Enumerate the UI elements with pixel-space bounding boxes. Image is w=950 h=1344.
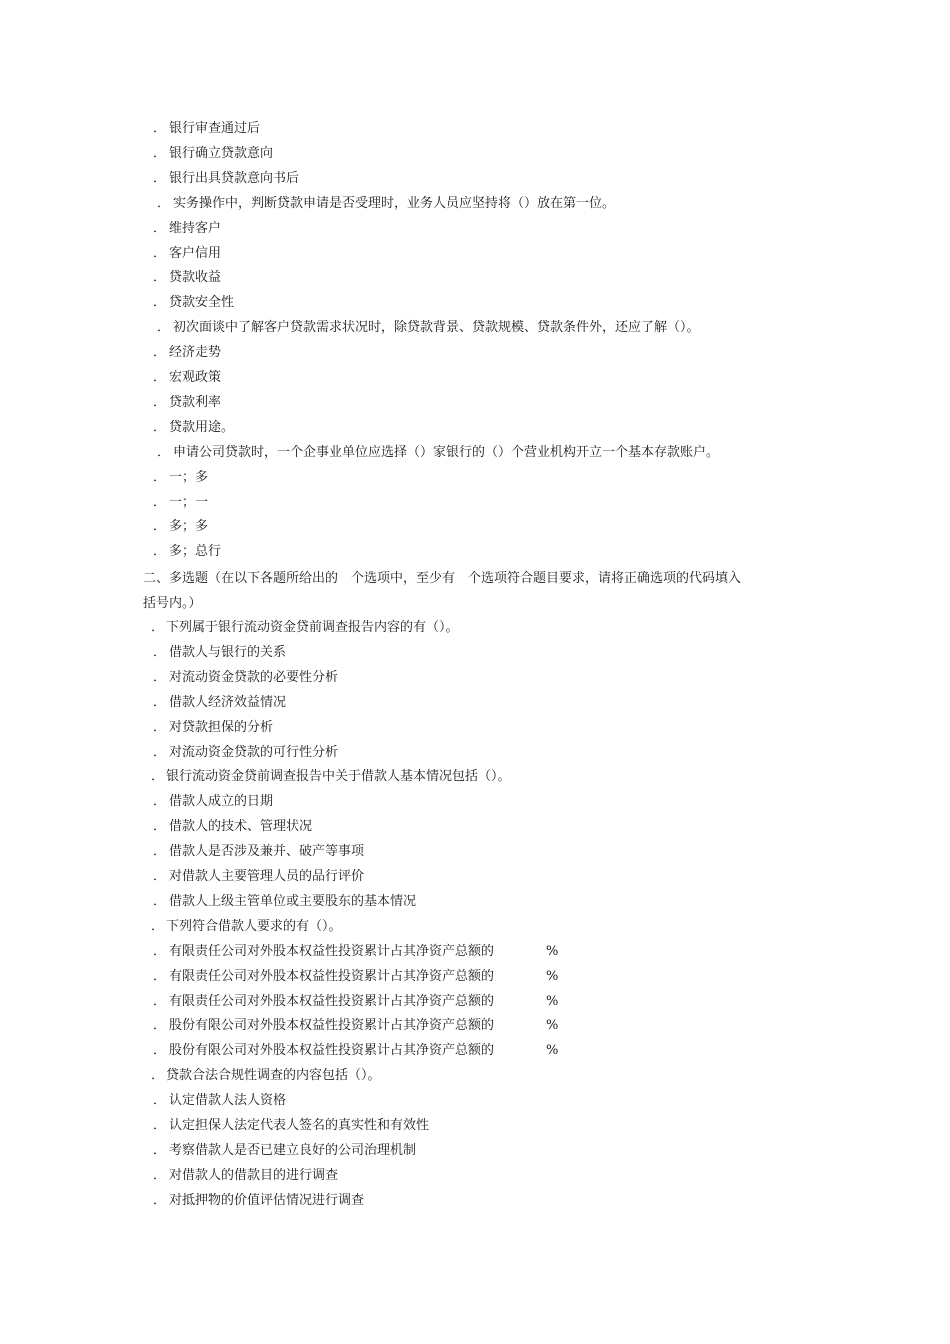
- bullet: ．: [153, 1018, 167, 1034]
- bullet: ．: [153, 544, 167, 560]
- bullet: ．: [157, 444, 171, 460]
- bullet: ．: [153, 669, 167, 685]
- section-heading: 二、多选题（在以下各题所给出的 个选项中，至少有 个选项符合题目要求，请将正确选项的代码填入: [143, 571, 742, 586]
- option-text: 经济走势: [169, 345, 222, 361]
- question-text: 银行流动资金贷前调查报告中关于借款人基本情况包括（）。: [166, 769, 511, 785]
- question-text: 实务操作中，判断贷款申请是否受理时，业务人员应坚持将（）放在第一位。: [173, 195, 616, 211]
- option-text: 宏观政策: [169, 370, 222, 385]
- option-text: 借款人成立的日期: [169, 794, 274, 810]
- bullet: ．: [153, 893, 167, 909]
- option-text: 有限责任公司对外股本权益性投资累计占其净资产总额的: [169, 943, 495, 959]
- option-text: 贷款用途。: [169, 419, 235, 435]
- bullet: ．: [153, 295, 167, 311]
- bullet: ．: [153, 1118, 167, 1133]
- percent-sign: %: [546, 993, 559, 1009]
- option-text: 对贷款担保的分析: [169, 719, 274, 735]
- option-text: 贷款利率: [169, 394, 222, 410]
- bullet: ．: [153, 943, 167, 959]
- bullet: ．: [153, 270, 167, 286]
- bullet: ．: [153, 819, 167, 835]
- bullet: ．: [157, 320, 171, 336]
- bullet: ．: [153, 1192, 167, 1208]
- option-text: 一；多: [169, 469, 209, 485]
- bullet: ．: [153, 644, 167, 660]
- bullet: ．: [153, 394, 167, 410]
- option-text: 对借款人的借款目的进行调查: [169, 1167, 339, 1183]
- bullet: ．: [151, 918, 165, 934]
- percent-sign: %: [546, 1043, 559, 1059]
- bullet: ．: [153, 469, 167, 485]
- bullet: ．: [153, 345, 167, 361]
- option-text: 考察借款人是否已建立良好的公司治理机制: [169, 1142, 417, 1158]
- option-text: 股份有限公司对外股本权益性投资累计占其净资产总额的: [169, 1018, 495, 1034]
- bullet: ．: [153, 145, 167, 161]
- bullet: ．: [153, 370, 167, 385]
- option-text: 借款人的技术、管理状况: [169, 819, 313, 835]
- question-text: 申请公司贷款时，一个企事业单位应选择（）家银行的（）个营业机构开立一个基本存款账户。: [173, 444, 720, 460]
- bullet: ．: [153, 869, 167, 884]
- bullet: ．: [153, 844, 167, 860]
- percent-sign: %: [546, 968, 559, 984]
- section-heading-continued: 括号内。）: [143, 596, 202, 611]
- question-text: 下列符合借款人要求的有（）。: [166, 918, 342, 934]
- bullet: ．: [153, 694, 167, 710]
- bullet: ．: [153, 170, 167, 186]
- option-text: 对抵押物的价值评估情况进行调查: [169, 1192, 365, 1208]
- bullet: ．: [153, 1167, 167, 1183]
- option-text: 股份有限公司对外股本权益性投资累计占其净资产总额的: [169, 1043, 495, 1059]
- percent-sign: %: [546, 1018, 559, 1034]
- bullet: ．: [153, 494, 167, 510]
- option-text: 对流动资金贷款的必要性分析: [169, 669, 339, 685]
- option-text: 对流动资金贷款的可行性分析: [169, 744, 339, 760]
- bullet: ．: [153, 419, 167, 435]
- option-text: 借款人经济效益情况: [169, 694, 287, 710]
- percent-sign: %: [546, 943, 559, 959]
- option-text: 认定借款人法人资格: [169, 1093, 287, 1109]
- bullet: ．: [153, 121, 167, 136]
- bullet: ．: [151, 1068, 165, 1084]
- option-text: 多；多: [169, 519, 209, 535]
- question-text: 贷款合法合规性调查的内容包括（）。: [166, 1068, 381, 1084]
- bullet: ．: [153, 245, 167, 261]
- bullet: ．: [153, 993, 167, 1009]
- option-text: 有限责任公司对外股本权益性投资累计占其净资产总额的: [169, 993, 495, 1009]
- option-text: 多；总行: [169, 544, 222, 560]
- bullet: ．: [153, 519, 167, 535]
- bullet: ．: [153, 1142, 167, 1158]
- option-text: 贷款收益: [169, 270, 222, 286]
- option-text: 有限责任公司对外股本权益性投资累计占其净资产总额的: [169, 968, 495, 984]
- bullet: ．: [153, 968, 167, 984]
- option-text: 客户信用: [169, 245, 222, 261]
- bullet: ．: [157, 195, 171, 211]
- bullet: ．: [153, 719, 167, 735]
- option-text: 银行出具贷款意向书后: [169, 170, 300, 186]
- question-text: 初次面谈中了解客户贷款需求状况时，除贷款背景、贷款规模、贷款条件外，还应了解（）。: [173, 320, 700, 336]
- option-text: 贷款安全性: [169, 295, 235, 311]
- bullet: ．: [151, 769, 165, 785]
- option-text: 借款人与银行的关系: [169, 644, 287, 660]
- option-text: 认定担保人法定代表人签名的真实性和有效性: [169, 1118, 430, 1133]
- bullet: ．: [153, 744, 167, 760]
- bullet: ．: [153, 220, 167, 236]
- bullet: ．: [153, 1093, 167, 1109]
- option-text: 对借款人主要管理人员的品行评价: [169, 869, 365, 884]
- option-text: 维持客户: [169, 220, 222, 236]
- bullet: ．: [153, 1043, 167, 1059]
- option-text: 银行审查通过后: [169, 121, 261, 136]
- bullet: ．: [153, 794, 167, 810]
- option-text: 借款人是否涉及兼并、破产等事项: [169, 844, 365, 860]
- question-text: 下列属于银行流动资金贷前调查报告内容的有（）。: [166, 620, 459, 635]
- option-text: 银行确立贷款意向: [169, 145, 274, 161]
- bullet: ．: [151, 620, 165, 635]
- option-text: 一；一: [169, 494, 209, 510]
- option-text: 借款人上级主管单位或主要股东的基本情况: [169, 893, 417, 909]
